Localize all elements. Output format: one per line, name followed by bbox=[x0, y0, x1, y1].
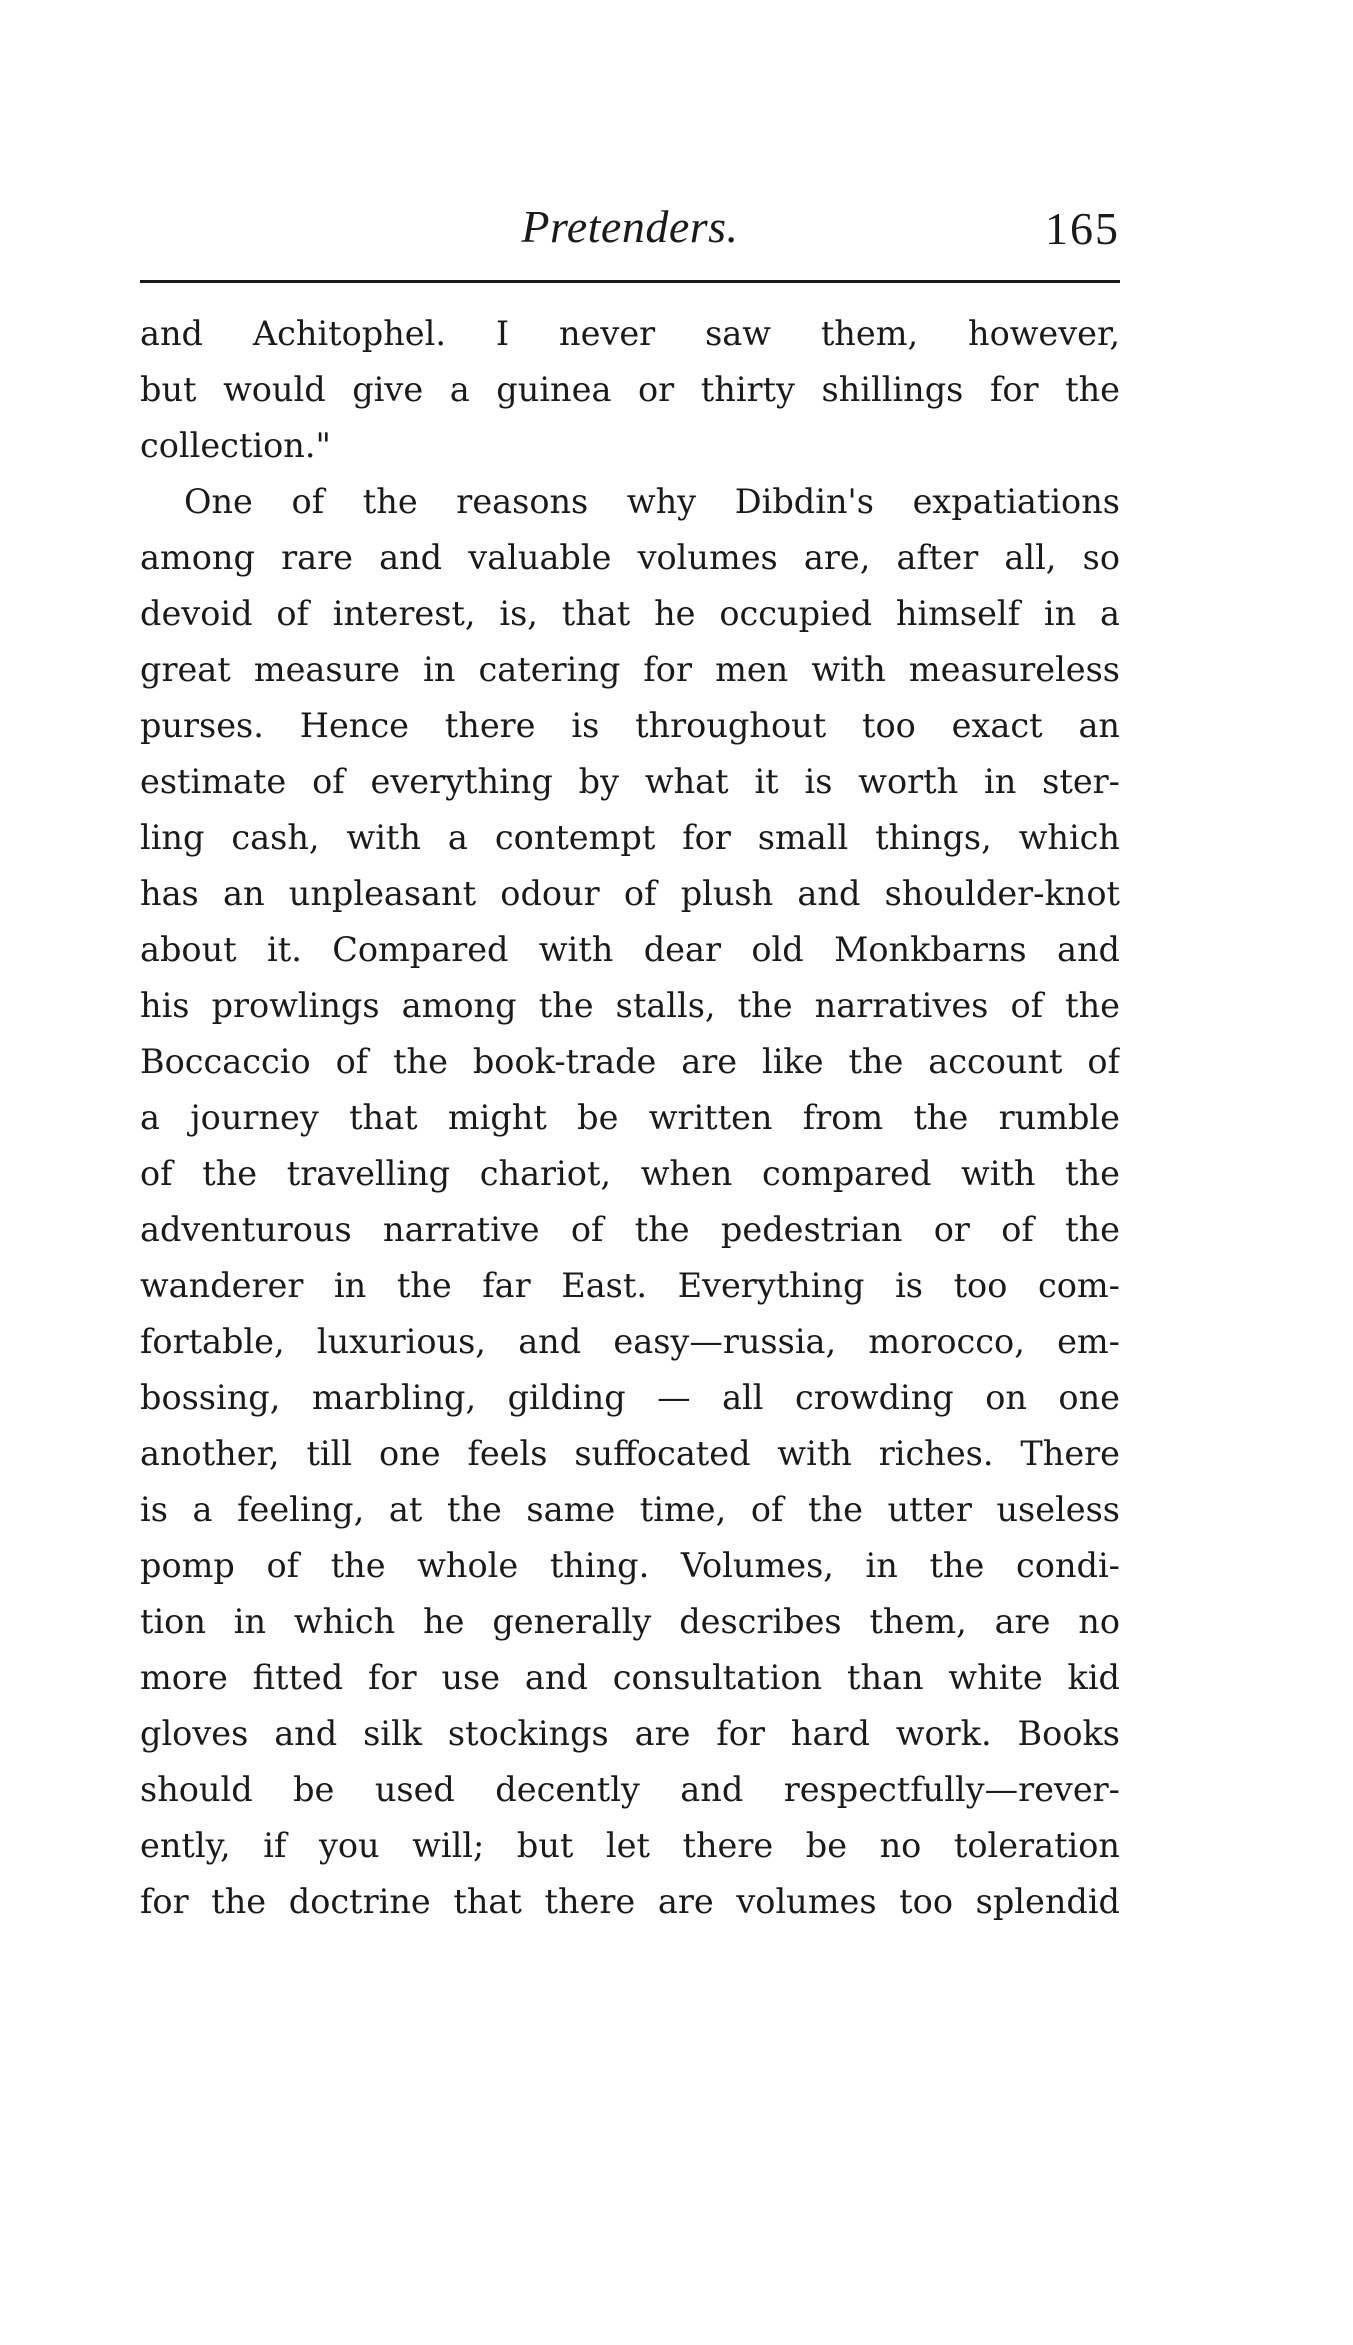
text-line: great measure in catering for men with measureless bbox=[140, 650, 1120, 689]
running-head bbox=[140, 192, 1120, 262]
text-line: more fitted for use and consultation than white kid bbox=[140, 1658, 1120, 1697]
text-line: a journey that might be written from the rumble bbox=[140, 1098, 1120, 1137]
text-line: has an unpleasant odour of plush and shoulder-knot bbox=[140, 874, 1120, 913]
text-line: among rare and valuable volumes are, after all, so bbox=[140, 538, 1120, 577]
text-line: ling cash, with a contempt for small things, which bbox=[140, 818, 1120, 857]
paragraph-first-line: One of the reasons why Dibdin's expatiations bbox=[184, 482, 1120, 521]
text-line: fortable, luxurious, and easy—russia, morocco, em- bbox=[140, 1322, 1120, 1361]
body-text bbox=[140, 306, 1120, 1930]
page-number: 165 bbox=[1045, 203, 1120, 254]
text-line: collection." bbox=[140, 426, 331, 465]
text-line: bossing, marbling, gilding — all crowding on one bbox=[140, 1378, 1120, 1417]
text-line: for the doctrine that there are volumes too splendid bbox=[140, 1882, 1120, 1921]
text-line: wanderer in the far East. Everything is too com- bbox=[140, 1266, 1120, 1305]
text-line: pomp of the whole thing. Volumes, in the condi- bbox=[140, 1546, 1120, 1585]
text-line: and Achitophel. I never saw them, however, bbox=[140, 314, 1120, 353]
text-line: his prowlings among the stalls, the narratives of the bbox=[140, 986, 1120, 1025]
text-line: of the travelling chariot, when compared with the bbox=[140, 1154, 1120, 1193]
text-line: Boccaccio of the book-trade are like the account of bbox=[140, 1042, 1120, 1081]
text-line: about it. Compared with dear old Monkbarns and bbox=[140, 930, 1120, 969]
running-title: Pretenders. bbox=[521, 201, 739, 252]
text-line: gloves and silk stockings are for hard work. Books bbox=[140, 1714, 1120, 1753]
text-line: but would give a guinea or thirty shillings for the bbox=[140, 370, 1120, 409]
text-line: another, till one feels suffocated with riches. There bbox=[140, 1434, 1120, 1473]
text-line: adventurous narrative of the pedestrian or of the bbox=[140, 1210, 1120, 1249]
text-line: purses. Hence there is throughout too exact an bbox=[140, 706, 1120, 745]
text-line: is a feeling, at the same time, of the utter useless bbox=[140, 1490, 1120, 1529]
text-line: devoid of interest, is, that he occupied himself in a bbox=[140, 594, 1120, 633]
text-line: estimate of everything by what it is worth in ster- bbox=[140, 762, 1120, 801]
text-line: should be used decently and respectfully—rever- bbox=[140, 1770, 1120, 1809]
header-rule bbox=[140, 280, 1120, 283]
text-line: ently, if you will; but let there be no toleration bbox=[140, 1826, 1120, 1865]
text-line: tion in which he generally describes them, are no bbox=[140, 1602, 1120, 1641]
